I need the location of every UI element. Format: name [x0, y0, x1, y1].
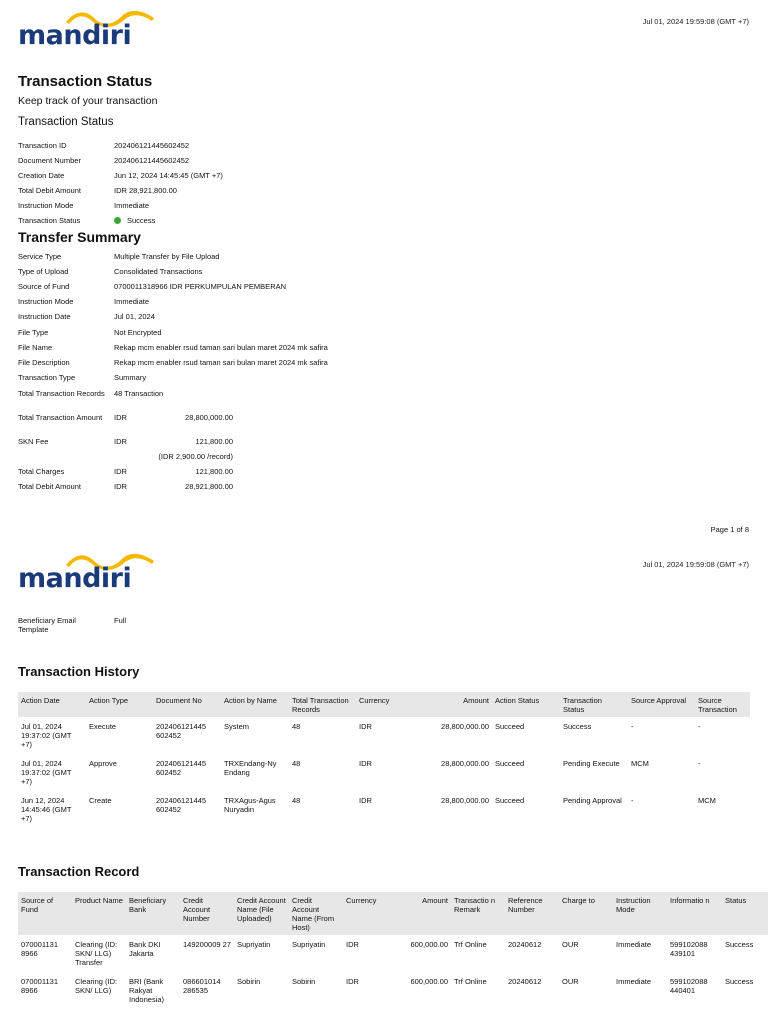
- table-cell: 202406121445 602452: [156, 796, 207, 814]
- transaction-history-title: Transaction History: [18, 664, 140, 679]
- logo-text: mandiri: [18, 563, 132, 594]
- table-cell: 070001131 8966: [21, 977, 58, 995]
- currency: IDR: [114, 482, 127, 491]
- table-cell: Succeed: [495, 722, 525, 731]
- status-field: [18, 141, 418, 151]
- status-field: [18, 201, 418, 211]
- table-row: [18, 754, 750, 791]
- transaction-record-title: Transaction Record: [18, 864, 140, 879]
- column-header: Source Approval: [628, 692, 695, 717]
- table-cell: IDR: [359, 722, 372, 731]
- table-cell: 48: [292, 796, 301, 805]
- column-header: Charge to: [559, 892, 613, 935]
- field-value: Multiple Transfer by File Upload: [114, 252, 220, 261]
- table-cell: IDR: [346, 977, 359, 986]
- column-header: Transaction Status: [560, 692, 628, 717]
- column-header: Document No: [153, 692, 221, 717]
- column-header: Amount: [397, 892, 451, 935]
- amount: 121,800.00: [195, 437, 233, 446]
- field-label: Total Debit Amount: [18, 186, 81, 195]
- field-value: Jul 01, 2024: [114, 312, 155, 321]
- print-timestamp-page2: Jul 01, 2024 19:59:08 (GMT +7): [642, 560, 749, 569]
- table-cell: 202406121445 602452: [156, 759, 207, 777]
- table-cell: Success: [725, 977, 754, 986]
- column-header: Action by Name: [221, 692, 289, 717]
- status-section-label: Transaction Status: [18, 116, 114, 128]
- table-cell: -: [698, 722, 701, 731]
- field-value: Rekap mcm enabler rsud taman sari bulan maret 2024 mk safira: [114, 343, 328, 352]
- table-cell: Pending Execute: [563, 759, 620, 768]
- field-label: Instruction Mode: [18, 297, 74, 306]
- field-label: Type of Upload: [18, 267, 69, 276]
- table-cell: Immediate: [616, 977, 652, 986]
- field-label: Total Transaction Records: [18, 389, 105, 398]
- table-cell: System: [224, 722, 250, 731]
- table-cell: BRI (Bank Rakyat Indonesia): [129, 977, 165, 1004]
- table-cell: 28,800,000.00: [441, 796, 489, 805]
- amount: 28,800,000.00: [185, 413, 233, 422]
- field-label: Creation Date: [18, 171, 65, 180]
- table-cell: Jul 01, 2024 19:37:02 (GMT +7): [21, 759, 72, 786]
- currency: IDR: [114, 413, 127, 422]
- table-cell: 599102088 440401: [670, 977, 708, 995]
- field-label: Total Transaction Amount: [18, 413, 103, 422]
- field-label: Transaction ID: [18, 141, 67, 150]
- field-label: File Name: [18, 343, 53, 352]
- column-header: Transactio n Remark: [451, 892, 505, 935]
- field-label: Instruction Date: [18, 312, 71, 321]
- field-value: Summary: [114, 373, 147, 382]
- field-value: Immediate: [114, 201, 150, 210]
- table-cell: IDR: [346, 940, 359, 949]
- status-dot-icon: [114, 217, 121, 224]
- mandiri-logo: [18, 8, 148, 54]
- table-cell: Sobirin: [237, 977, 261, 986]
- table-cell: TRXAgus-Agus Nuryadin: [224, 796, 276, 814]
- field-value: Full: [114, 616, 127, 625]
- table-cell: MCM: [698, 796, 716, 805]
- page-subtitle: Keep track of your transaction: [18, 95, 158, 107]
- field-value: Immediate: [114, 297, 150, 306]
- column-header: Currency: [343, 892, 397, 935]
- field-value: Not Encrypted: [114, 328, 162, 337]
- column-header: Source of Fund: [18, 892, 72, 935]
- table-cell: Clearing (ID: SKN/ LLG) Transfer: [75, 940, 118, 967]
- table-cell: Succeed: [495, 796, 525, 805]
- table-cell: -: [631, 722, 634, 731]
- logo-text: mandiri: [18, 20, 132, 51]
- table-cell: 48: [292, 722, 301, 731]
- table-cell: Approve: [89, 759, 117, 768]
- column-header: Credit Account Number: [180, 892, 234, 935]
- field-label: Beneficiary Email Template: [18, 616, 76, 634]
- column-header: Reference Number: [505, 892, 559, 935]
- table-cell: Jun 12, 2024 14:45:46 (GMT +7): [21, 796, 72, 823]
- table-cell: Pending Approval: [563, 796, 622, 805]
- table-cell: Success: [563, 722, 592, 731]
- table-cell: 202406121445 602452: [156, 722, 207, 740]
- field-value: Rekap mcm enabler rsud taman sari bulan maret 2024 mk safira: [114, 358, 328, 367]
- table-cell: 600,000.00: [410, 977, 448, 986]
- table-cell: 20240612: [508, 977, 542, 986]
- beneficiary-email-template: [18, 616, 418, 636]
- print-timestamp: Jul 01, 2024 19:59:08 (GMT +7): [642, 17, 749, 26]
- table-cell: -: [698, 759, 701, 768]
- table-cell: Clearing (ID: SKN/ LLG): [75, 977, 118, 995]
- column-header: Source Transaction: [695, 692, 750, 717]
- column-header: Informatio n: [667, 892, 722, 935]
- table-cell: 28,800,000.00: [441, 759, 489, 768]
- field-label: Service Type: [18, 252, 62, 261]
- table-cell: Success: [725, 940, 754, 949]
- column-header: Credit Account Name (From Host): [289, 892, 343, 935]
- transaction-history-table: [18, 692, 750, 828]
- table-cell: 599102088 439101: [670, 940, 708, 958]
- table-row: [18, 717, 750, 754]
- table-cell: Create: [89, 796, 112, 805]
- table-cell: OUR: [562, 940, 579, 949]
- table-cell: TRXEndang-Ny Endang: [224, 759, 277, 777]
- page-title: Transaction Status: [18, 73, 153, 90]
- column-header: Status: [722, 892, 768, 935]
- transfer-summary-title: Transfer Summary: [18, 229, 141, 245]
- column-header: Total Transaction Records: [289, 692, 356, 717]
- status-text: Success: [127, 216, 156, 225]
- amount-field: [18, 482, 418, 510]
- field-label: Instruction Mode: [18, 201, 74, 210]
- field-value: 48 Transaction: [114, 389, 164, 398]
- fee-note: (IDR 2,900.00 /record): [158, 452, 233, 461]
- table-cell: MCM: [631, 759, 649, 768]
- column-header: Amount: [424, 692, 492, 717]
- column-header: Product Name: [72, 892, 126, 935]
- column-header: Action Status: [492, 692, 560, 717]
- status-field: [18, 171, 418, 181]
- column-header: Action Date: [18, 692, 86, 717]
- summary-field: [18, 389, 418, 409]
- field-label: Total Charges: [18, 467, 65, 476]
- amount: 28,921,800.00: [185, 482, 233, 491]
- field-value: 202406121445602452: [114, 156, 190, 165]
- table-cell: Execute: [89, 722, 117, 731]
- field-label: Document Number: [18, 156, 81, 165]
- amount: 121,800.00: [195, 467, 233, 476]
- table-cell: 20240612: [508, 940, 542, 949]
- column-header: Action Type: [86, 692, 153, 717]
- page-number: Page 1 of 8: [710, 525, 749, 534]
- status-field: [18, 156, 418, 166]
- table-cell: Trf Online: [454, 940, 487, 949]
- table-cell: Supriyatin: [292, 940, 326, 949]
- table-row: [18, 935, 768, 972]
- table-cell: 070001131 8966: [21, 940, 58, 958]
- field-label: Source of Fund: [18, 282, 70, 291]
- column-header: Currency: [356, 692, 424, 717]
- status-field: [18, 186, 418, 196]
- column-header: Beneficiary Bank: [126, 892, 180, 935]
- status-field: [18, 216, 418, 226]
- table-cell: 149200009 27: [183, 940, 231, 949]
- table-cell: Jul 01, 2024 19:37:02 (GMT +7): [21, 722, 72, 749]
- table-cell: Trf Online: [454, 977, 487, 986]
- field-label: Transaction Status: [18, 216, 81, 225]
- field-label: File Description: [18, 358, 70, 367]
- table-cell: 28,800,000.00: [441, 722, 489, 731]
- table-cell: Supriyatin: [237, 940, 271, 949]
- column-header: Instruction Mode: [613, 892, 667, 935]
- field-label: Transaction Type: [18, 373, 76, 382]
- table-cell: Sobirin: [292, 977, 316, 986]
- currency: IDR: [114, 467, 127, 476]
- table-cell: 48: [292, 759, 301, 768]
- table-row: [18, 972, 768, 1009]
- column-header: Credit Account Name (File Uploaded): [234, 892, 289, 935]
- amount-field: [18, 437, 418, 465]
- field-value: 202406121445602452: [114, 141, 190, 150]
- table-cell: IDR: [359, 759, 372, 768]
- field-value: IDR 28,921,800.00: [114, 186, 177, 195]
- table-row: [18, 791, 750, 828]
- table-cell: 600,000.00: [410, 940, 448, 949]
- transaction-record-table: [18, 892, 768, 1009]
- table-cell: Bank DKI Jakarta: [129, 940, 161, 958]
- field-label: SKN Fee: [18, 437, 49, 446]
- field-label: File Type: [18, 328, 49, 337]
- table-cell: OUR: [562, 977, 579, 986]
- field-value: Consolidated Transactions: [114, 267, 203, 276]
- table-cell: 086601014 286535: [183, 977, 221, 995]
- field-label: Total Debit Amount: [18, 482, 81, 491]
- table-cell: Succeed: [495, 759, 525, 768]
- mandiri-logo-page2: [18, 551, 148, 597]
- table-cell: -: [631, 796, 634, 805]
- currency: IDR: [114, 437, 127, 446]
- table-cell: IDR: [359, 796, 372, 805]
- field-value: [114, 216, 155, 225]
- field-value: 0700011318966 IDR PERKUMPULAN PEMBERAN: [114, 282, 287, 291]
- field-value: Jun 12, 2024 14:45:45 (GMT +7): [114, 171, 223, 180]
- table-cell: Immediate: [616, 940, 652, 949]
